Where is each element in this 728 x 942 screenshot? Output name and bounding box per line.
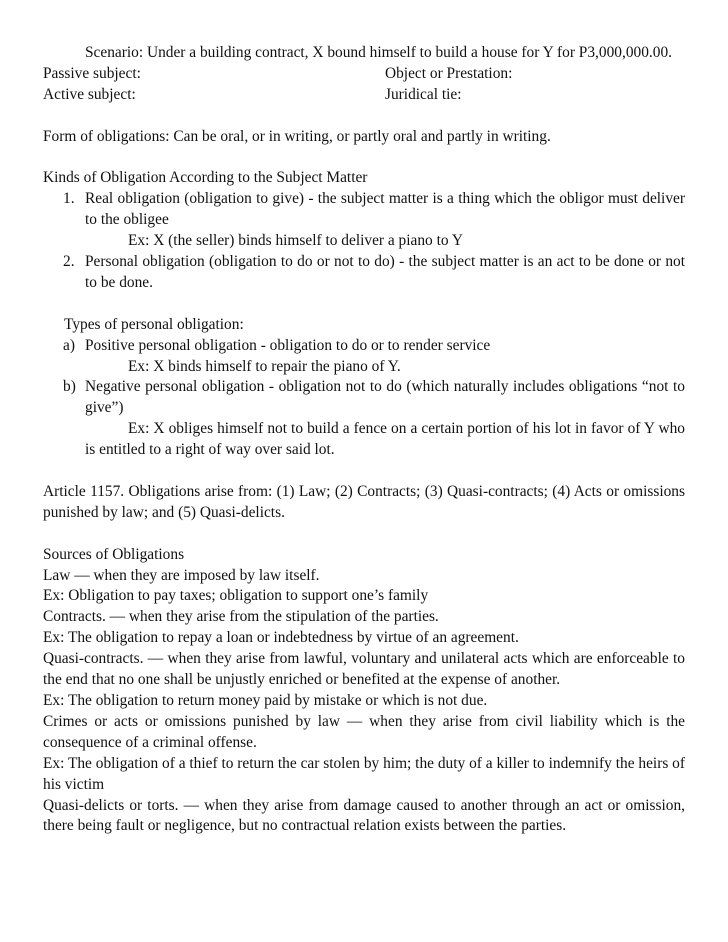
list-marker: a) <box>63 336 75 354</box>
kinds-list <box>43 189 685 294</box>
spacer <box>43 294 685 315</box>
example-text: Ex: X (the seller) binds himself to deliver a piano to Y <box>128 232 463 250</box>
list-marker: 2. <box>63 253 75 271</box>
source-line: Ex: Obligation to pay taxes; obligation to support one’s family <box>43 587 429 605</box>
list-marker: b) <box>63 378 76 396</box>
document-page <box>43 43 685 837</box>
obligation-elements-row-2 <box>43 85 685 106</box>
list-item-text: Real obligation (obligation to give) - the subject matter is a thing which the obligor must deliver to the obligee <box>85 190 685 229</box>
passive-subject-label: Passive subject: <box>43 64 141 82</box>
personal-types-list <box>43 336 685 461</box>
form-of-obligations: Form of obligations: Can be oral, or in writing, or partly oral and partly in writing. <box>43 127 551 145</box>
source-line: Quasi-contracts. — when they arise from lawful, voluntary and unilateral acts which are enforceable to the end that no one shall be unjustly enriched or benefited at the expense of another. <box>43 650 685 689</box>
sources-heading: Sources of Obligations <box>43 545 185 563</box>
list-item-text: Positive personal obligation - obligation to do or to render service <box>85 336 491 354</box>
example-text: Ex: X obliges himself not to build a fence on a certain portion of his lot in favor of Y who is entitled to a right of way over said lot. <box>85 420 685 459</box>
personal-types-heading: Types of personal obligation: <box>64 315 244 333</box>
kinds-heading: Kinds of Obligation According to the Subject Matter <box>43 169 368 187</box>
spacer <box>43 461 685 482</box>
article-1157: Article 1157. Obligations arise from: (1) Law; (2) Contracts; (3) Quasi-contracts; (4) Acts or omissions punished by law; and (5) Quasi-delicts. <box>43 482 685 521</box>
list-item-text: Negative personal obligation - obligation not to do (which naturally includes obligations “not to give”) <box>85 378 685 417</box>
source-line: Ex: The obligation to return money paid by mistake or which is not due. <box>43 692 488 710</box>
source-line: Contracts. — when they arise from the stipulation of the parties. <box>43 608 439 626</box>
source-line: Law — when they are imposed by law itself. <box>43 566 320 584</box>
scenario-paragraph: Scenario: Under a building contract, X bound himself to build a house for Y for P3,000,000.00. <box>85 44 673 61</box>
example-text: Ex: X binds himself to repair the piano of Y. <box>128 357 401 375</box>
active-subject-label: Active subject: <box>43 85 136 103</box>
source-line: Ex: The obligation of a thief to return the car stolen by him; the duty of a killer to indemnify the heirs of his victim <box>43 754 685 793</box>
object-prestation-label: Object or Prestation: <box>385 64 513 82</box>
obligation-elements-row-1 <box>43 64 685 85</box>
spacer <box>43 524 685 545</box>
juridical-tie-label: Juridical tie: <box>385 85 462 103</box>
source-line: Crimes or acts or omissions punished by law — when they arise from civil liability which is the consequence of a criminal offense. <box>43 712 685 751</box>
source-line: Ex: The obligation to repay a loan or indebtedness by virtue of an agreement. <box>43 629 519 647</box>
list-item <box>43 336 685 378</box>
list-item <box>43 377 685 461</box>
list-item <box>43 189 685 252</box>
spacer <box>43 106 685 127</box>
list-item-text: Personal obligation (obligation to do or not to do) - the subject matter is an act to be done or not to be done. <box>85 253 685 291</box>
spacer <box>43 148 685 169</box>
list-item <box>43 252 685 294</box>
list-marker: 1. <box>63 190 75 208</box>
source-line: Quasi-delicts or torts. — when they arise from damage caused to another through an act or omission, there being fault or negligence, but no contractual relation exists between the parties. <box>43 796 685 835</box>
